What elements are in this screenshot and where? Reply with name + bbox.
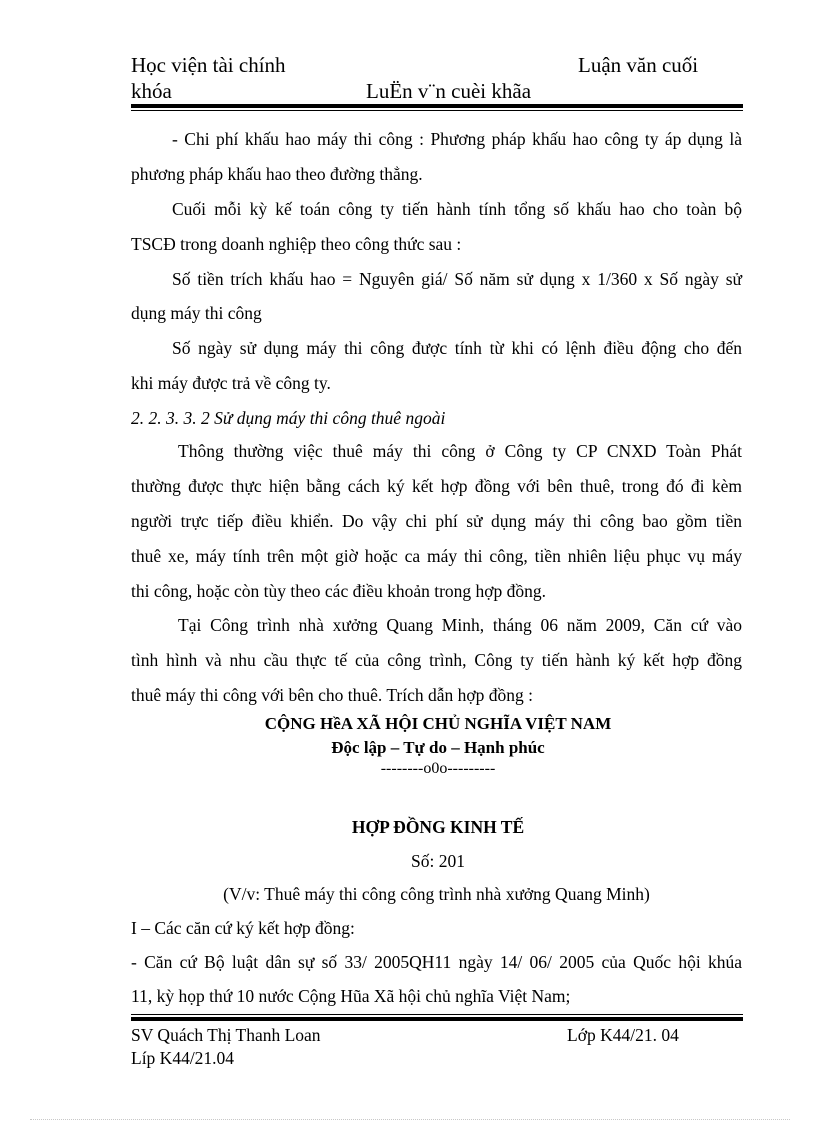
paragraph-formula-line: dụng máy thi công (131, 303, 262, 323)
header-continuation: khóa (131, 79, 172, 103)
paragraph-contract-intro-line: thuê máy thi công với bên cho thuê. Trích dẫn hợp đồng : (131, 685, 534, 705)
paragraph-rental-line: người trực tiếp điều khiển. Do vậy chi phí sử dụng máy thi công bao gồm tiền (131, 511, 742, 531)
footer-class-encoded: Líp K44/21.04 (131, 1048, 235, 1068)
nation-title: CỘNG HềA XÃ HỘI CHỦ NGHĨA VIỆT NAM (264, 714, 612, 733)
paragraph-period-line: TSCĐ trong doanh nghiệp theo công thức sau : (131, 234, 462, 254)
paragraph-period-line: Cuối mỗi kỳ kế toán công ty tiến hành tính tổng số khấu hao cho toàn bộ (172, 199, 742, 219)
paragraph-contract-intro-line: tình hình và nhu cầu thực tế của công trình, Công ty tiến hành ký kết hợp đồng (131, 650, 742, 670)
paragraph-days-line: Số ngày sử dụng máy thi công được tính từ khi có lệnh điều động cho đến (172, 338, 742, 358)
section-basis-heading: I – Các căn cứ ký kết hợp đồng: (131, 918, 355, 938)
basis-item-line: - Căn cứ Bộ luật dân sự số 33/ 2005QH11 ngày 14/ 06/ 2005 của Quốc hội khúa (131, 952, 742, 972)
paragraph-rental-line: thi công, hoặc còn tùy theo các điều khoản trong hợp đồng. (131, 581, 547, 601)
basis-item-line: 11, kỳ họp thứ 10 nước Cộng Hũa Xã hội chủ nghĩa Việt Nam; (131, 986, 571, 1006)
contract-subject: (V/v: Thuê máy thi công công trình nhà xưởng Quang Minh) (223, 884, 650, 904)
footer-rule-thin (131, 1014, 743, 1015)
paragraph-depreciation-line: - Chi phí khấu hao máy thi công : Phương pháp khấu hao công ty áp dụng là (172, 129, 742, 149)
footer-class: Lớp K44/21. 04 (567, 1025, 679, 1045)
contract-title: HỢP ĐỒNG KINH TẾ (351, 817, 525, 837)
page-bottom-dotted-border (30, 1119, 790, 1120)
contract-number: Số: 201 (411, 851, 465, 871)
footer-student-name: SV Quách Thị Thanh Loan (131, 1025, 321, 1045)
footer-rule (131, 1017, 743, 1021)
paragraph-days-line: khi máy được trả về công ty. (131, 373, 331, 393)
header-rule (131, 104, 743, 108)
paragraph-formula-line: Số tiền trích khấu hao = Nguyên giá/ Số năm sử dụng x 1/360 x Số ngày sử (172, 269, 742, 289)
header-encoded-title: LuËn v¨n cuèi khãa (366, 79, 532, 103)
header-doc-type: Luận văn cuối (578, 53, 699, 77)
section-heading: 2. 2. 3. 3. 2 Sử dụng máy thi công thuê ngoài (131, 408, 446, 428)
header-institution: Học viện tài chính (131, 53, 286, 77)
paragraph-rental-line: Thông thường việc thuê máy thi công ở Công ty CP CNXD Toàn Phát (178, 441, 742, 461)
paragraph-rental-line: thuê xe, máy tính trên một giờ hoặc ca máy thi công, tiền nhiên liệu phục vụ máy (131, 546, 742, 566)
paragraph-depreciation-line: phương pháp khấu hao theo đường thẳng. (131, 164, 423, 184)
paragraph-rental-line: thường được thực hiện bằng cách ký kết hợp đồng với bên thuê, trong đó đi kèm (131, 476, 742, 496)
separator: --------o0o--------- (380, 760, 496, 777)
paragraph-contract-intro-line: Tại Công trình nhà xưởng Quang Minh, tháng 06 năm 2009, Căn cứ vào (178, 615, 742, 635)
national-motto: Độc lập – Tự do – Hạnh phúc (331, 738, 545, 757)
header-rule-thin (131, 110, 743, 111)
